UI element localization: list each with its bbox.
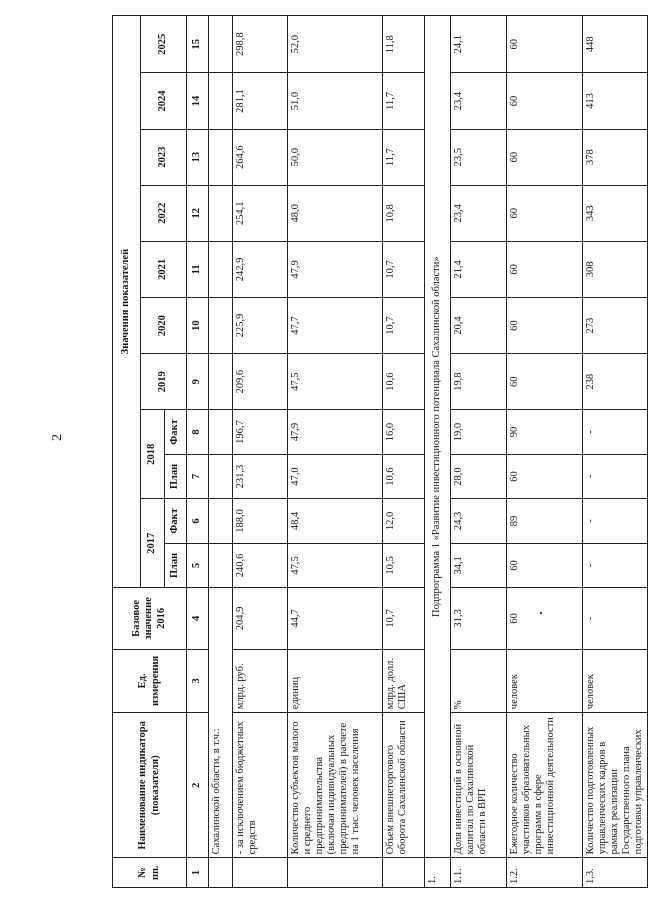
table-row [233, 16, 288, 888]
header-fact-2017: Факт [165, 499, 187, 543]
indicator-unit: человек [583, 649, 648, 713]
index-cell: 13 [187, 129, 209, 185]
index-cell: 5 [187, 543, 209, 587]
index-cell: 9 [187, 354, 209, 410]
value-cell: 10,6 [383, 354, 425, 410]
header-2024: 2024 [141, 73, 187, 129]
value-cell: 10,7 [383, 297, 425, 353]
value-cell: 11,7 [383, 129, 425, 185]
index-cell: 6 [187, 499, 209, 543]
value-cell: 254,1 [233, 185, 288, 241]
indicator-unit: млрд. руб. [233, 649, 288, 713]
header-name: Наименование индикатора (показателя) [113, 713, 187, 858]
index-cell: 10 [187, 297, 209, 353]
subprogram-num: 1. [425, 858, 451, 888]
header-2021: 2021 [141, 241, 187, 297]
table-row [451, 16, 507, 888]
indicator-name: Ежегодное количество участников образовательных программ в сфере инвестиционной деятельности [507, 713, 583, 858]
indicators-table [112, 15, 648, 888]
indicator-name: - за исключением бюджетных средств [233, 713, 288, 858]
rotated-table-wrapper [112, 15, 645, 888]
indicator-name: Доля инвестиций в основной капитал по Сахалинской области в ВРП [451, 713, 507, 858]
column-index-row [187, 16, 209, 888]
indicator-name: Количество подготовленных управленческих кадров в рамках реализации Государственного плана подготовки управленческих [583, 713, 648, 858]
indicator-unit: % [451, 649, 507, 713]
row-num [288, 858, 383, 888]
base-value: 31,3 [451, 588, 507, 649]
base-value: - [583, 588, 648, 649]
value-cell: 48,4 [288, 499, 383, 543]
base-value: 204,9 [233, 588, 288, 649]
value-cell: 264,6 [233, 129, 288, 185]
value-cell: 10,5 [383, 543, 425, 587]
index-cell: 1 [187, 858, 209, 888]
subprogram-title: Подпрограмма 1 «Развитие инвестиционного потенциала Сахалинской области» [425, 16, 451, 858]
value-cell: 47,0 [288, 454, 383, 498]
header-2023: 2023 [141, 129, 187, 185]
value-cell: 47,9 [288, 241, 383, 297]
value-cell: - [583, 410, 648, 454]
header-2017: 2017 [141, 499, 165, 588]
indicator-unit: млрд. долл. США [383, 649, 425, 713]
header-num: № пп. [113, 858, 187, 888]
value-cell: 10,7 [383, 241, 425, 297]
indicator-name: Количество субъектов малого и среднего предпринимательства (включая индивидуальных предпринимателей) в расчете на 1 тыс. человек населения [288, 713, 383, 858]
base-value: 10,7 [383, 588, 425, 649]
value-cell: 50,0 [288, 129, 383, 185]
value-cell: 60 [507, 16, 583, 73]
value-cell: 23,5 [451, 129, 507, 185]
row-num: 1.1. [451, 858, 507, 888]
indicator-name: Сахалинской области, в т.ч.: [209, 588, 233, 858]
value-cell: 23,4 [451, 185, 507, 241]
index-cell: 14 [187, 73, 209, 129]
value-cell: 48,0 [288, 185, 383, 241]
value-cell: 89 [507, 499, 583, 543]
value-cell: - [583, 454, 648, 498]
value-cell: 47,5 [288, 543, 383, 587]
indicator-name: Объем внешнеторгового оборота Сахалинской области [383, 713, 425, 858]
value-cell: 47,9 [288, 410, 383, 454]
index-cell: 12 [187, 185, 209, 241]
index-cell: 8 [187, 410, 209, 454]
value-cell: 273 [583, 297, 648, 353]
value-cell: 11,7 [383, 73, 425, 129]
index-cell: 3 [187, 649, 209, 713]
value-cell: 60 [507, 241, 583, 297]
value-cell: 23,4 [451, 73, 507, 129]
value-cell: 21,4 [451, 241, 507, 297]
value-cell: 12,0 [383, 499, 425, 543]
value-cell: 188,0 [233, 499, 288, 543]
value-cell: 378 [583, 129, 648, 185]
index-cell: 2 [187, 713, 209, 858]
table-row [383, 16, 425, 888]
value-cell: 34,1 [451, 543, 507, 587]
value-cell: 60 [507, 354, 583, 410]
value-cell: 209,6 [233, 354, 288, 410]
header-fact-2018: Факт [165, 410, 187, 454]
value-cell: 308 [583, 241, 648, 297]
header-unit: Ед. измерения [113, 649, 187, 713]
header-base: Базовое значение 2016 [113, 588, 187, 649]
row-num [209, 858, 233, 888]
value-cell: 60 [507, 129, 583, 185]
value-cell: - [583, 543, 648, 587]
table-row [288, 16, 383, 888]
value-cell: 238 [583, 354, 648, 410]
value-cell: 20,4 [451, 297, 507, 353]
row-num: 1.2. [507, 858, 583, 888]
value-cell: 90 [507, 410, 583, 454]
value-cell: 60 [507, 454, 583, 498]
index-cell: 15 [187, 16, 209, 73]
value-cell: 51,0 [288, 73, 383, 129]
row-num: 1.3. [583, 858, 648, 888]
value-cell: 60 [507, 297, 583, 353]
value-cell: 47,5 [288, 354, 383, 410]
value-cell: 10,6 [383, 454, 425, 498]
header-2019: 2019 [141, 354, 187, 410]
value-cell: 47,7 [288, 297, 383, 353]
value-cell: 413 [583, 73, 648, 129]
table-row [507, 16, 583, 888]
header-2020: 2020 [141, 297, 187, 353]
table-row [209, 16, 233, 888]
value-cell: 60 [507, 73, 583, 129]
value-cell: 19,8 [451, 354, 507, 410]
value-cell: 10,8 [383, 185, 425, 241]
value-cell: 281,1 [233, 73, 288, 129]
value-cell: 19,0 [451, 410, 507, 454]
value-cell: 298,8 [233, 16, 288, 73]
indicator-unit: человек [507, 649, 583, 713]
header-2022: 2022 [141, 185, 187, 241]
index-cell: 11 [187, 241, 209, 297]
indicator-unit: единиц [288, 649, 383, 713]
index-cell: 7 [187, 454, 209, 498]
value-cell: 225,9 [233, 297, 288, 353]
row-num [383, 858, 425, 888]
base-value: 44,7 [288, 588, 383, 649]
value-cell: 343 [583, 185, 648, 241]
value-cell: 28,0 [451, 454, 507, 498]
header-plan-2018: План [165, 454, 187, 498]
value-cell: 11,8 [383, 16, 425, 73]
value-cell: 231,3 [233, 454, 288, 498]
header-plan-2017: План [165, 543, 187, 587]
value-cell: 60 [507, 543, 583, 587]
value-cell: 52,0 [288, 16, 383, 73]
base-value: 60 [507, 588, 583, 649]
table-row [583, 16, 648, 888]
value-cell: - [583, 499, 648, 543]
subprogram-row [425, 16, 451, 888]
value-cell: 24,3 [451, 499, 507, 543]
value-cell: 242,9 [233, 241, 288, 297]
value-cell: 196,7 [233, 410, 288, 454]
header-2025: 2025 [141, 16, 187, 73]
value-cell: 16,0 [383, 410, 425, 454]
index-cell: 4 [187, 588, 209, 649]
page-number: 2 [50, 434, 65, 441]
header-2018: 2018 [141, 410, 165, 499]
value-cell: 240,6 [233, 543, 288, 587]
value-cell: 448 [583, 16, 648, 73]
value-cell: 24,1 [451, 16, 507, 73]
value-cell: 60 [507, 185, 583, 241]
row-num [233, 858, 288, 888]
header-values: Значения показателей [113, 16, 141, 588]
